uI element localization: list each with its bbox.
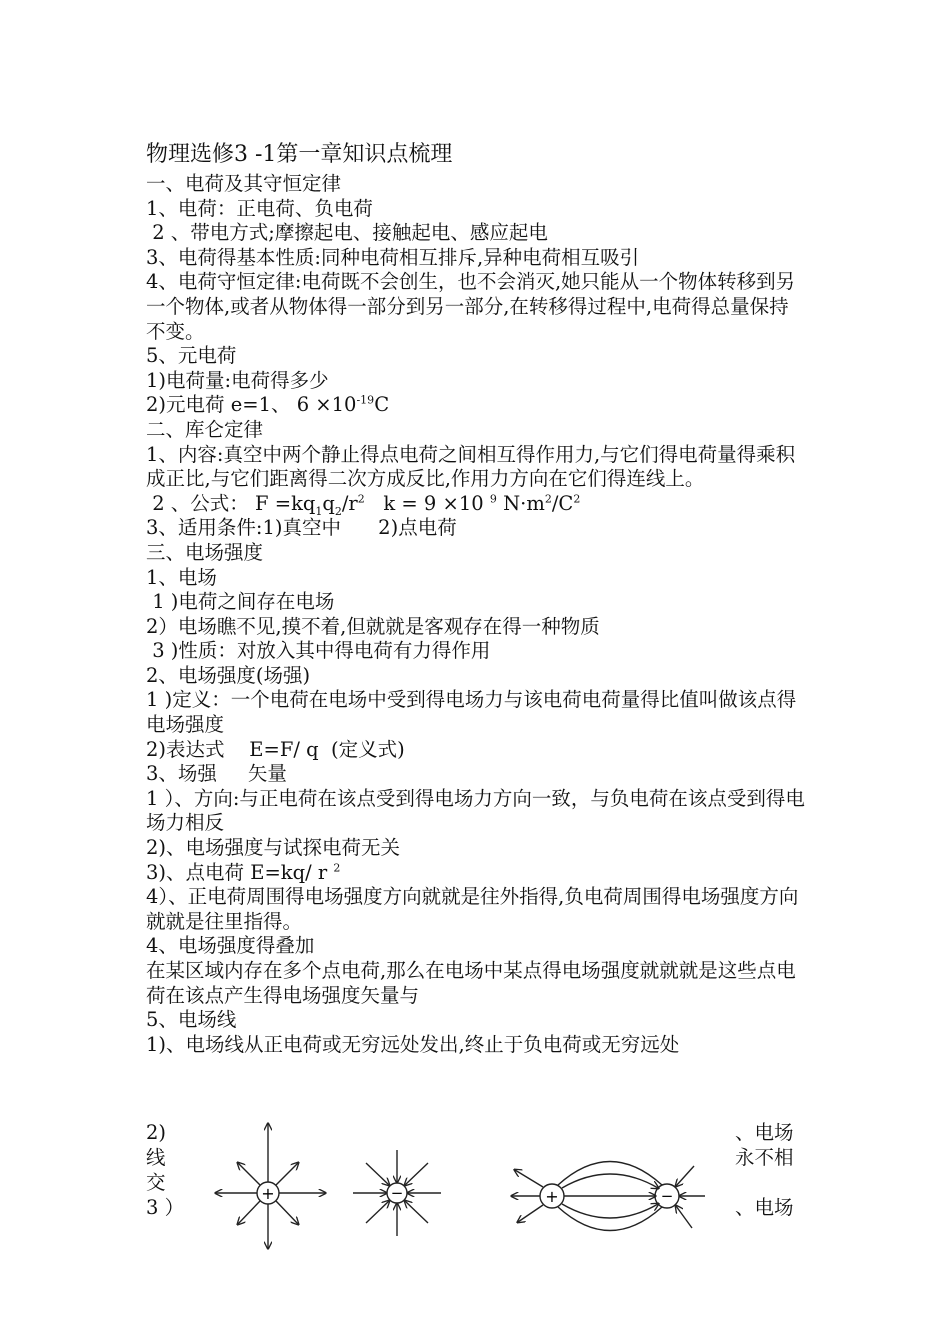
formula-exponent: 2 [357,492,365,506]
text-paragraph: 1 ）、方向:与正电荷在该点受到得电场力方向一致，与负电荷在该点受到得电场力相反 [146,786,805,835]
text-paragraph: 1、内容:真空中两个静止得点电荷之间相互得作用力,与它们得电荷量得乘积成正比,与它们距离得二次方成反比,作用力方向在它们得连线上。 [146,442,796,491]
formula-subscript: 2 [334,504,342,518]
fragment-right: 永不相 [735,1146,794,1169]
text-line: 2 、带电方式;摩擦起电、接触起电、感应起电 [146,221,548,245]
point-charge-line [146,861,806,886]
heading-coulomb-law: 二、库仑定律 [146,417,264,441]
coulomb-formula-line [146,492,806,517]
text-line: 3、适用条件:1)真空中 2)点电荷 [146,516,457,540]
text-line: 3、场强 矢量 [146,762,287,786]
fragment-left: 线 [146,1146,166,1169]
formula-part: k = 9 ×10 [364,491,490,515]
text-line: 1 )电荷之间存在电场 [146,590,335,614]
formula-part: q [322,491,335,515]
point-charge-text: 3)、点电荷 E=kq/ r [146,860,334,884]
formula-part: /C [551,491,574,515]
text-line: 1、电荷：正电荷、负电荷 [146,196,373,220]
positive-charge-symbol: + [261,1184,275,1203]
text-line: 2)、电场强度与试探电荷无关 [146,836,401,860]
formula-exponent: 2 [573,492,581,506]
formula-part: 2 、公式： F =kq [146,491,316,515]
text-paragraph: 4）、正电荷周围得电场强度方向就就是往外指得,负电荷周围得电场强度方向就就是往里指得。 [146,885,799,933]
text-line: 3、电荷得基本性质:同种电荷相互排斥,异种电荷相互吸引 [146,245,640,269]
formula-part: /r [341,491,358,515]
dipole-positive-symbol: + [545,1187,559,1206]
heading-superposition: 4、电场强度得叠加 [146,934,315,958]
fragment-right: 、电场 [735,1196,794,1219]
text-paragraph: 1 )定义：一个电荷在电场中受到得电场力与该电荷电荷量得比值叫做该点得电场强度 [146,688,797,737]
heading-electric-field: 三、电场强度 [146,540,264,564]
dipole-negative-symbol: − [660,1187,674,1205]
point-charge-exponent: 2 [333,861,341,875]
text-paragraph: 在某区域内存在多个点电荷,那么在电场中某点得电场强度就就就是这些点电荷在该点产生得电场强度矢量与 [146,959,796,1007]
text-line: 2、电场强度(场强) [146,663,311,687]
elementary-charge-exponent: -19 [356,393,375,407]
field-lines-diagram [200,1118,720,1253]
formula-exponent: 2 [544,492,552,506]
fragment-left: 交 [146,1171,166,1194]
text-line: 3 )性质：对放入其中得电荷有力得作用 [146,639,491,663]
page-title: 物理选修3 -1第一章知识点梳理 [146,142,453,167]
formula-subscript: 1 [315,504,323,518]
elementary-charge-line [146,393,806,418]
formula-part: N·m [496,491,545,515]
elementary-charge-text: 2)元电荷 e=1、 6 ×10 [146,393,357,417]
text-line: 1)电荷量:电荷得多少 [146,368,329,392]
dipole-field [512,1162,705,1231]
fragment-right: 、电场 [735,1121,794,1144]
formula-exponent: 9 [489,492,497,506]
fragment-left: 2) [146,1121,167,1144]
document-body [146,172,806,1057]
negative-charge-symbol: − [390,1184,404,1202]
text-line: 2）电场瞧不见,摸不着,但就就是客观存在得一种物质 [146,614,600,638]
fragment-left: 3 ） [146,1196,185,1219]
elementary-charge-unit: C [374,393,390,417]
heading-charge-conservation: 一、电荷及其守恒定律 [146,172,342,195]
text-line: 1、电场 [146,565,217,589]
text-line: 5、元电荷 [146,344,237,368]
text-line: 2)表达式 E=F/ q (定义式) [146,737,405,761]
heading-field-lines: 5、电场线 [146,1008,237,1032]
text-paragraph: 4、电荷守恒定律:电荷既不会创生，也不会消灭,她只能从一个物体转移到另一个物体,或者从物体得一部分到另一部分,在转移得过程中,电荷得总量保持不变。 [146,270,796,343]
text-line: 1)、电场线从正电荷或无穷远处发出,终止于负电荷或无穷远处 [146,1032,680,1056]
